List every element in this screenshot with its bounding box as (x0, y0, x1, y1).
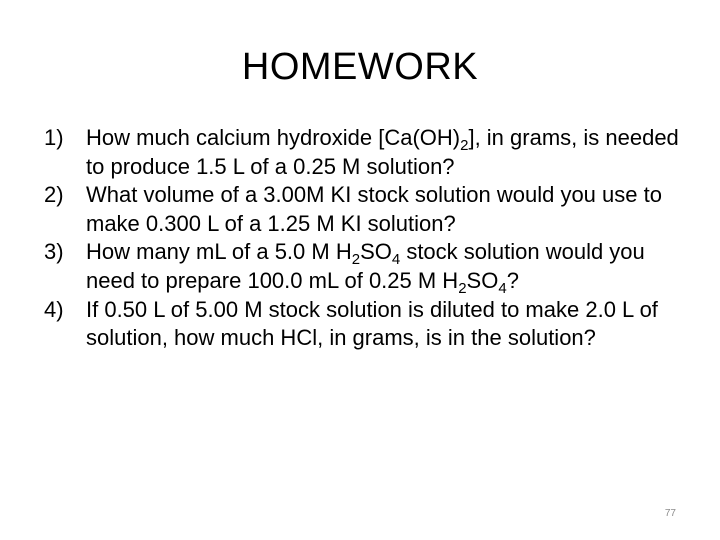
subscript: 2 (460, 137, 469, 154)
question-list (44, 124, 694, 353)
question-item-2 (44, 181, 694, 238)
question-item-4 (44, 296, 694, 353)
question-item-3 (44, 238, 694, 295)
slide-title: HOMEWORK (241, 46, 479, 88)
question-number: 2) (44, 182, 64, 208)
question-number: 4) (44, 296, 64, 322)
question-text-part: What volume of a 3.00M KI stock solution would you use to make 0.300 L of a 1.25 M KI solution? (86, 182, 662, 236)
question-number: 1) (44, 125, 64, 150)
question-text-part: ], in grams, is needed to produce 1.5 L of a 0.25 M solution? (86, 125, 679, 179)
subscript: 2 (351, 251, 361, 269)
question-text-part: How many mL of a 5.0 M H (86, 239, 352, 265)
subscript: 4 (391, 251, 401, 269)
question-text-part: ? (506, 267, 519, 293)
question-text (86, 181, 694, 238)
question-text-part: stock solution would you need to prepare 100.0 mL of 0.25 M H (86, 239, 645, 293)
question-text-part: SO (466, 267, 499, 293)
question-number: 3) (44, 239, 64, 265)
page-number: 77 (664, 508, 676, 519)
question-text-part: If 0.50 L of 5.00 M stock solution is diluted to make 2.0 L of solution, how much HCl, in grams, is in the solution? (86, 296, 658, 351)
question-text-part: SO (360, 239, 392, 265)
question-text (86, 296, 694, 353)
subscript: 4 (498, 279, 507, 297)
question-text (86, 124, 694, 181)
question-text-part: How much calcium hydroxide [Ca(OH) (86, 125, 461, 150)
subscript: 2 (458, 279, 467, 297)
question-item-1 (44, 124, 694, 181)
question-text (86, 238, 694, 295)
